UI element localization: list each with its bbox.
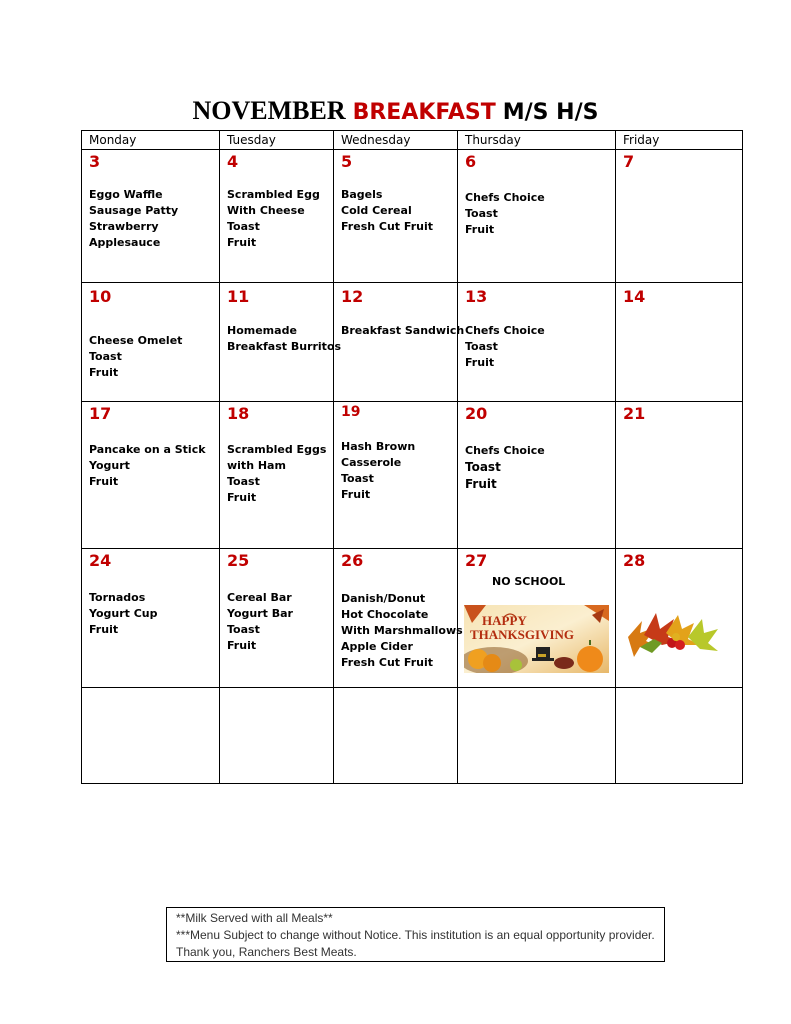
menu-item: Cereal Bar [227,591,292,604]
menu-items [465,442,613,493]
header-tuesday: Tuesday [220,131,334,150]
day-cell [220,150,334,283]
menu-items [227,187,331,251]
menu-item: Toast [465,340,498,353]
day-cell [616,549,743,688]
menu-item: Apple Cider [341,640,413,653]
menu-item: Danish/Donut [341,592,426,605]
menu-item: Eggo Waffle [89,188,163,201]
menu-item: With Cheese [227,204,305,217]
menu-items [227,442,331,506]
day-number: 20 [465,404,488,423]
day-number: 11 [227,287,250,306]
footer-disclaimer: ***Menu Subject to change without Notice. This institution is an equal opportunity provider. Thank you, Ranchers Best Meats. [176,928,655,959]
thanksgiving-banner-image [464,605,609,673]
menu-item: Fruit [227,236,257,249]
menu-items [341,439,455,503]
menu-item: Toast [465,207,498,220]
day-cell [334,150,458,283]
day-cell [458,150,616,283]
day-cell [616,402,743,549]
header-thursday: Thursday [458,131,616,150]
menu-items [341,591,463,671]
menu-item: Fruit [341,488,371,501]
day-number: 12 [341,287,364,306]
day-cell [334,549,463,688]
day-number: 10 [89,287,112,306]
menu-item: Fresh Cut Fruit [341,220,433,233]
no-school-note: NO SCHOOL [492,575,566,588]
menu-item: Fruit [89,366,119,379]
day-number: 18 [227,404,250,423]
day-cell [220,402,334,549]
menu-item: Sausage Patty [89,204,179,217]
day-number: 14 [623,287,646,306]
menu-items [465,190,613,238]
menu-items [89,333,217,381]
day-number: 28 [623,551,646,570]
menu-item: Breakfast Burritos [227,340,342,353]
header-monday: Monday [82,131,220,150]
menu-item: Yogurt Bar [227,607,293,620]
day-cell [220,549,334,688]
empty-day-cell [616,688,743,784]
menu-item: Homemade [227,324,297,337]
menu-item: Tornados [89,591,146,604]
day-number: 7 [623,152,635,171]
menu-item: Toast [227,220,260,233]
day-cell [82,402,220,549]
banner-happy-text: HAPPY [482,613,527,628]
menu-item: Scrambled Egg [227,188,320,201]
title-meal: BREAKFAST [352,100,496,125]
day-number: 24 [89,551,112,570]
day-cell [334,283,465,402]
menu-item: Breakfast Sandwich [341,324,465,337]
menu-item: Chefs Choice [465,191,545,204]
day-cell [458,402,616,549]
menu-item: Hash Brown [341,440,416,453]
menu-items [227,323,342,355]
menu-item: Chefs Choice [465,444,545,457]
menu-item: Scrambled Eggs [227,443,327,456]
day-number: 4 [227,152,239,171]
menu-item: Toast [465,460,501,474]
menu-items [89,442,217,490]
menu-item: Pancake on a Stick [89,443,206,456]
menu-items [341,323,465,339]
page-title [0,96,791,128]
title-school: M/S H/S [502,100,599,125]
menu-item: Strawberry [89,220,159,233]
day-cell [82,150,220,283]
menu-items [341,187,455,235]
menu-item: With Marshmallows [341,624,463,637]
menu-item: Toast [227,623,260,636]
day-number: 21 [623,404,646,423]
menu-item: Applesauce [89,236,161,249]
breakfast-calendar [81,130,743,784]
menu-item: Toast [341,472,374,485]
menu-item: Fruit [89,623,119,636]
day-number: 17 [89,404,112,423]
menu-item: Fruit [227,639,257,652]
footer-milk-note: **Milk Served with all Meals** [176,911,333,925]
title-month: NOVEMBER [192,96,346,125]
day-number: 6 [465,152,477,171]
menu-item: Yogurt Cup [89,607,158,620]
menu-item: Yogurt [89,459,130,472]
menu-item: Cold Cereal [341,204,412,217]
day-cell [82,549,220,688]
empty-day-cell [458,688,616,784]
day-cell [458,549,616,688]
day-number: 19 [341,404,361,420]
banner-thanksgiving-text: THANKSGIVING [470,627,575,642]
day-cell [616,150,743,283]
day-cell [220,283,342,402]
menu-items [89,187,217,251]
menu-item: Fruit [227,491,257,504]
menu-item: Bagels [341,188,383,201]
menu-items [465,323,613,371]
menu-item: Casserole [341,456,402,469]
header-friday: Friday [616,131,743,150]
autumn-leaves-icon [622,607,722,661]
menu-item: Toast [89,350,122,363]
day-number: 26 [341,551,364,570]
day-number: 5 [341,152,353,171]
menu-item: Fruit [465,223,495,236]
header-wednesday: Wednesday [334,131,458,150]
empty-day-cell [220,688,334,784]
day-number: 13 [465,287,488,306]
footer-notice-box [166,907,665,962]
day-number: 27 [465,551,488,570]
day-cell [334,402,458,549]
menu-item: Chefs Choice [465,324,545,337]
menu-item: Fresh Cut Fruit [341,656,433,669]
day-number: 25 [227,551,250,570]
menu-item: Fruit [465,356,495,369]
empty-day-cell [334,688,458,784]
menu-item: Cheese Omelet [89,334,183,347]
menu-items [227,590,331,654]
day-number: 3 [89,152,101,171]
day-cell [82,283,220,402]
day-cell [616,283,743,402]
menu-item: Toast [227,475,260,488]
menu-item: with Ham [227,459,286,472]
empty-day-cell [82,688,220,784]
menu-item: Hot Chocolate [341,608,429,621]
day-cell [458,283,616,402]
menu-items [89,590,217,638]
menu-item: Fruit [89,475,119,488]
menu-item: Fruit [465,477,497,491]
